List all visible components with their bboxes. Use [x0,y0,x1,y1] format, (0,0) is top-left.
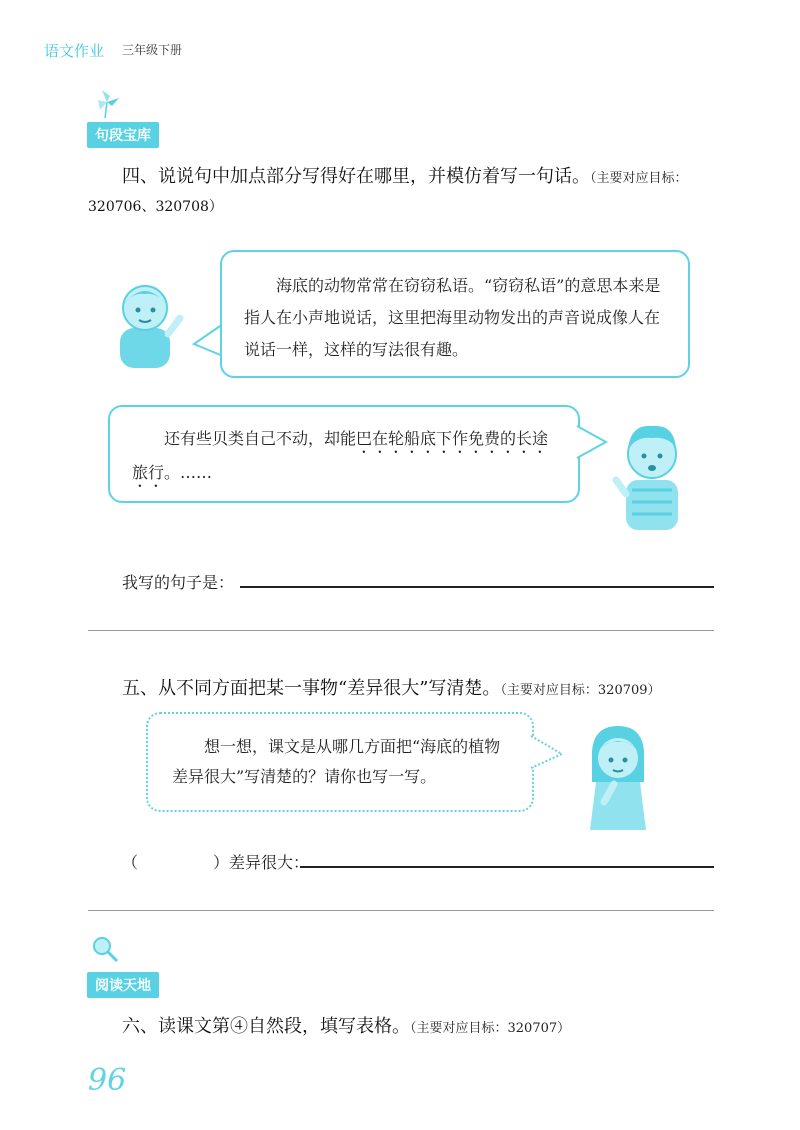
answer-line-1[interactable] [240,586,714,588]
answer-line-2[interactable] [88,630,714,631]
bubble-2-text-end: 。…… [164,463,213,482]
pinwheel-icon [92,88,122,118]
answer-line-3[interactable] [300,866,714,868]
bubble-3-tail [530,732,564,772]
question-4-note: （主要对应目标： [590,171,688,186]
magnifier-icon [90,934,120,964]
question-5-note: （主要对应目标：320709） [500,683,661,698]
question-5-text: 五、从不同方面把某一事物“差异很大”写清楚。 [122,678,501,699]
question-6-text: 六、读课文第④自然段，填写表格。 [122,1016,410,1037]
section-tag-reading: 阅读天地 [87,972,159,998]
aspect-blank-input[interactable] [136,846,212,868]
header-grade: 三年级下册 [122,43,183,57]
section-tag-sentence-bank: 句段宝库 [87,122,159,148]
question-6-note: （主要对应目标：320707） [410,1021,571,1036]
header-title: 语文作业 [44,42,105,60]
page-number: 96 [88,1063,127,1098]
answer-label: 我写的句子是： [122,573,235,592]
question-4-codes: 320706、320708） [88,199,223,215]
student-avatar-3 [578,720,658,830]
question-4-text: 四、说说句中加点部分写得好在哪里，并模仿着写一句话。 [122,166,590,187]
bubble-2-text-start: 还有些贝类自己不动，却能 [164,429,357,448]
student-avatar-1 [110,278,190,368]
question-4-title [122,164,722,192]
speech-bubble-2 [108,405,580,503]
question-6-title [122,1014,722,1042]
bubble-2-dotted-phrase-2: 的长途旅行 [132,429,549,482]
blank-close-paren-label: ）差异很大： [213,853,310,872]
speech-bubble-1: 海底的动物常常在窃窃私语。“窃窃私语”的意思本来是指人在小声地说话，这里把海里动物发出的声音说成像人在说话一样，这样的写法很有趣。 [220,250,690,378]
student-avatar-2 [612,418,692,530]
answer-line-4[interactable] [88,910,714,911]
bubble-2-dotted-phrase-1: 巴在轮船底下作免费 [356,429,501,448]
speech-bubble-3: 想一想，课文是从哪几方面把“海底的植物差异很大”写清楚的？请你也写一写。 [146,712,534,812]
bubble-2-tail [576,422,608,462]
blank-open-paren: （ [122,853,139,872]
question-5-title [122,676,742,704]
